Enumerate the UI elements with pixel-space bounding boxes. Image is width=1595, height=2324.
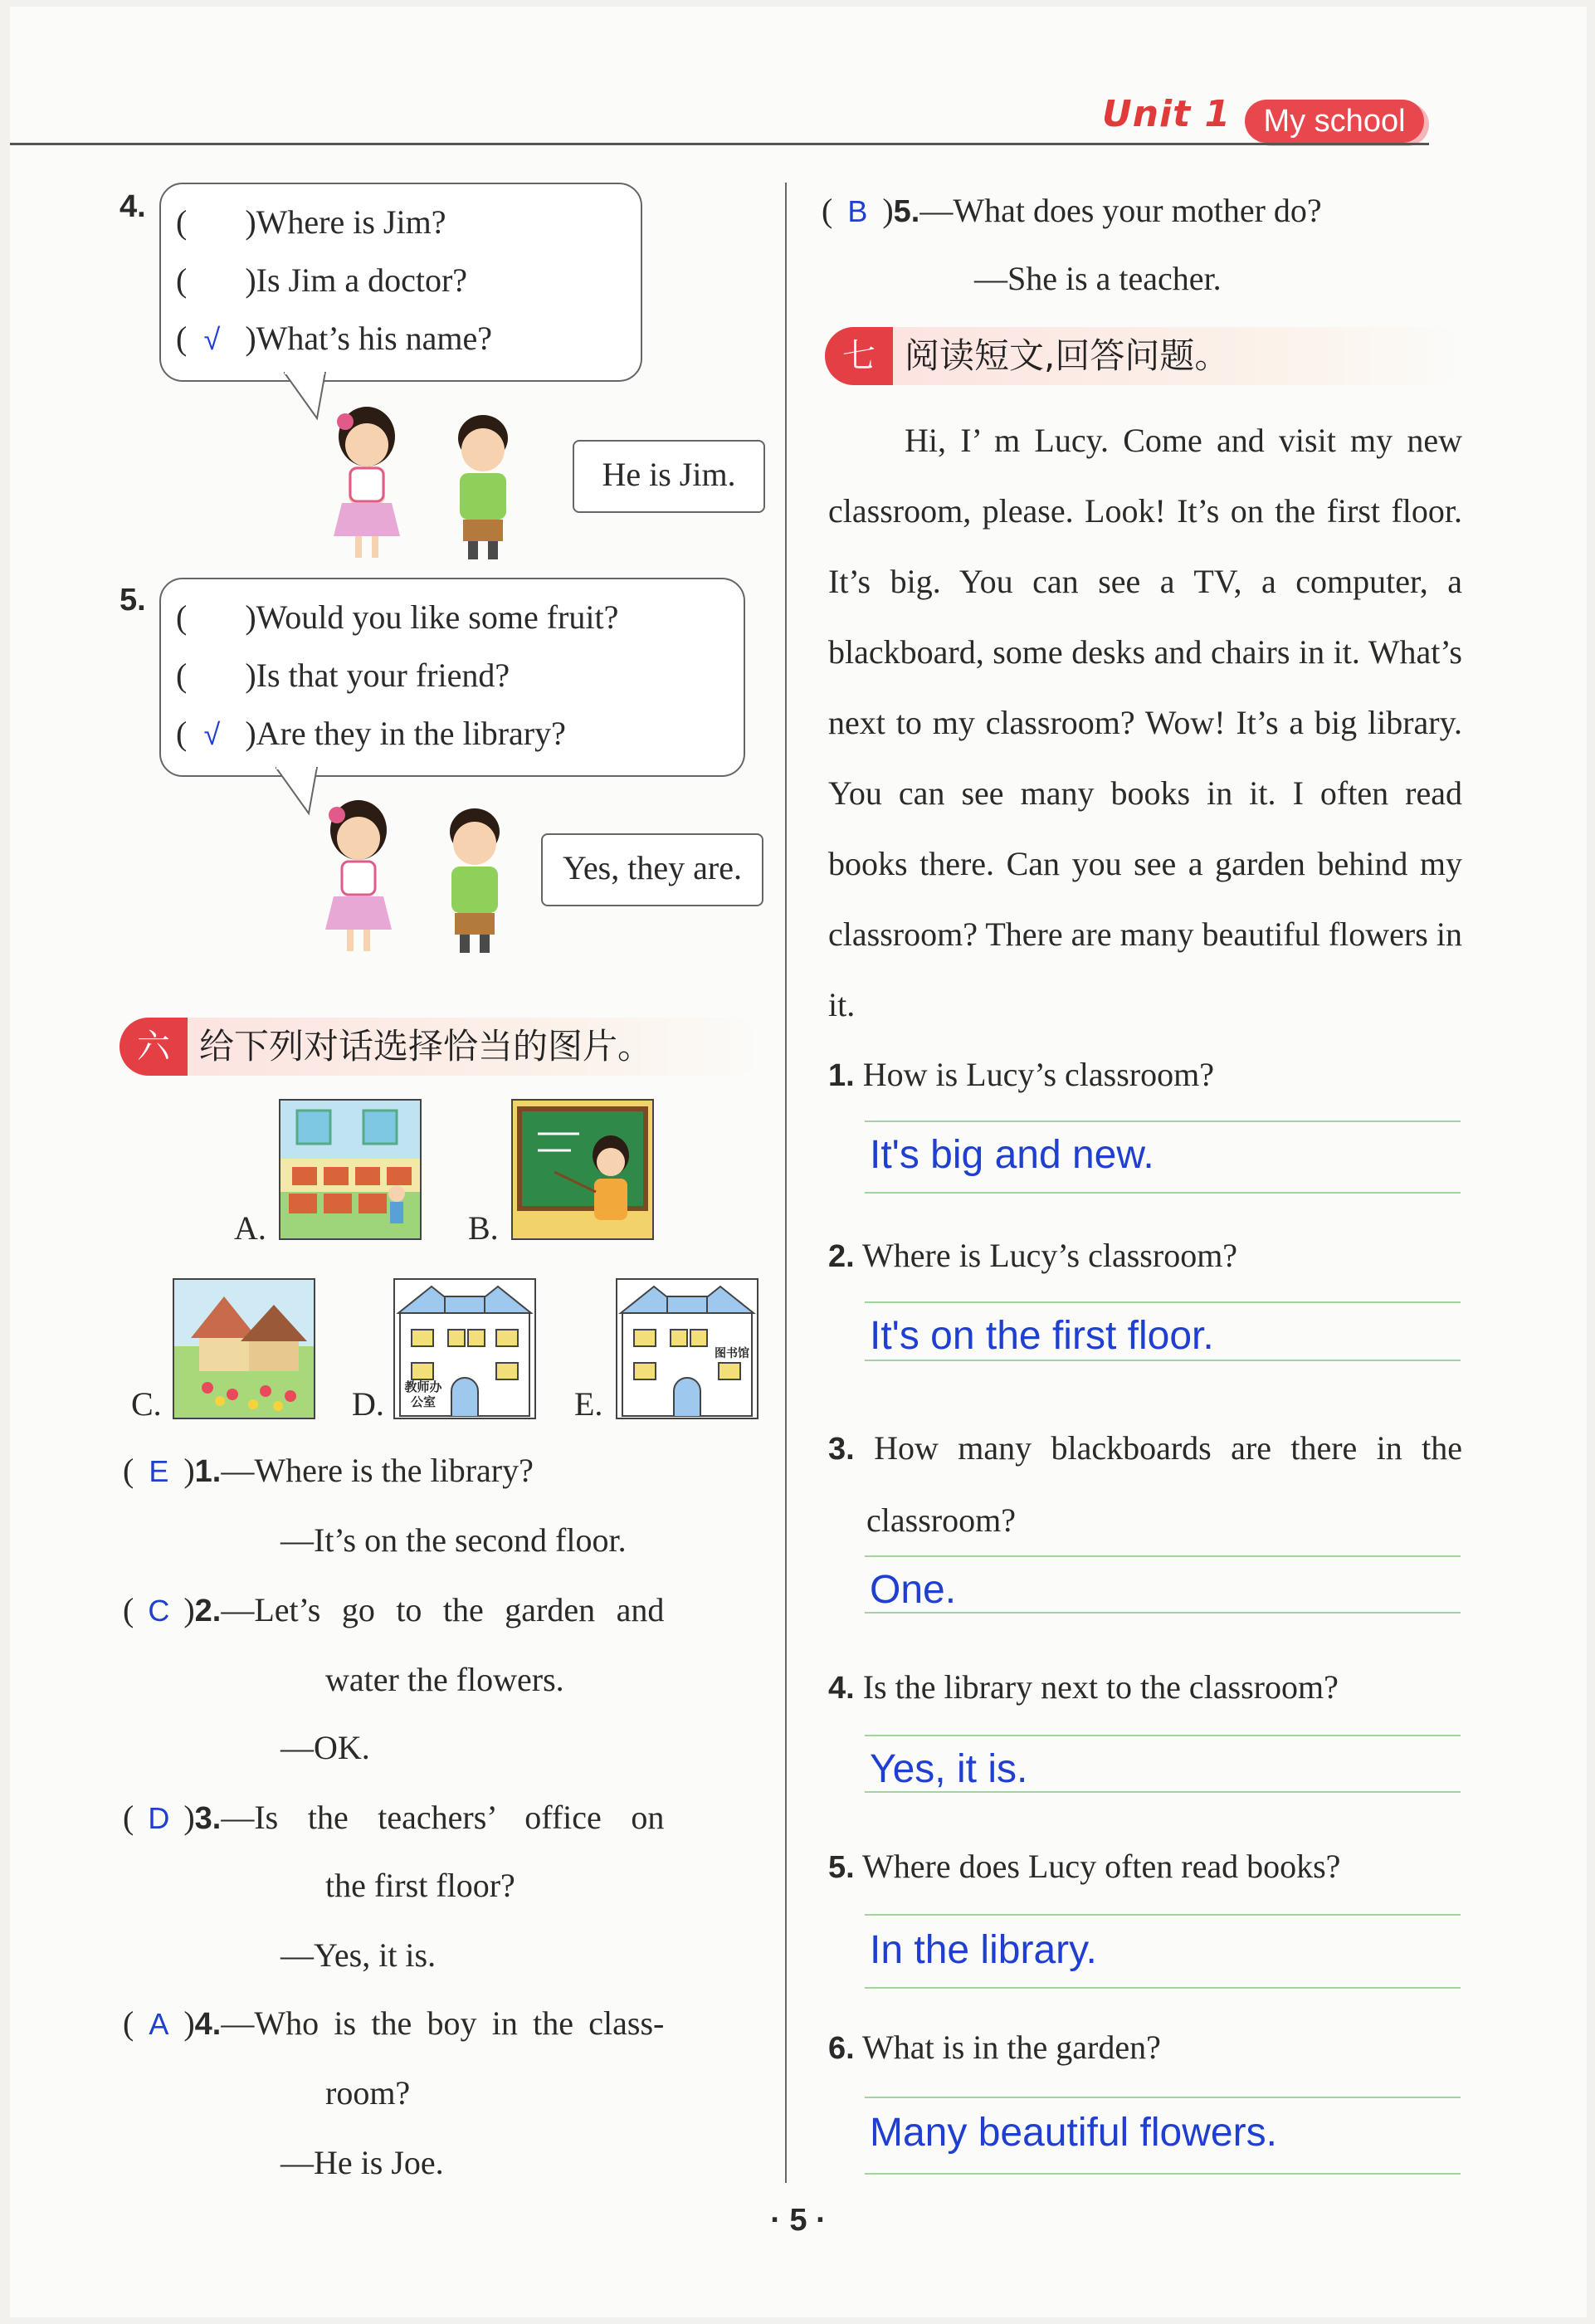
q5-options-bubble: [159, 578, 745, 777]
answer-2[interactable]: It's on the first floor.: [870, 1314, 1214, 1358]
unit-label: Unit 1: [1102, 93, 1232, 135]
r-item-5: ( B )5.—What does your mother do?: [822, 189, 1322, 233]
answer-1-line-top: [865, 1120, 1461, 1122]
q5-option-3-text: Are they in the library?: [256, 715, 566, 752]
q4-number: 4.: [120, 189, 146, 224]
question-3: [828, 1413, 1462, 1555]
question-4-num: 4.: [828, 1671, 855, 1706]
section-7-badge: 七: [825, 327, 893, 385]
answer-5-line-bottom: [865, 1987, 1461, 1989]
s6-item-3: ( D )3.—Is the teachers’ office on: [123, 1796, 664, 1840]
page-number: · 5 ·: [770, 2203, 827, 2238]
s6-item-4-line-3: —He is Joe.: [280, 2144, 444, 2181]
answer-3-line-bottom: [865, 1612, 1461, 1614]
workbook-page: [10, 7, 1587, 2317]
r-item-5-line-2: —She is a teacher.: [974, 260, 1222, 297]
garden-icon: [173, 1278, 315, 1419]
picture-b-label: B.: [468, 1209, 499, 1247]
question-2-text: Where is Lucy’s classroom?: [861, 1237, 1238, 1274]
question-1-text: How is Lucy’s classroom?: [862, 1056, 1214, 1093]
q4-options-bubble: [159, 183, 642, 382]
classroom-desks-icon: [279, 1099, 422, 1240]
question-1-num: 1.: [828, 1058, 855, 1093]
s6-item-3-line-1: —Is the teachers’ office on: [221, 1799, 665, 1836]
s6-item-4: ( A )4.—Who is the boy in the class-: [123, 2002, 664, 2046]
q5-option-1: ( )Would you like some fruit?: [176, 598, 619, 636]
q5-option-3-mark: √: [203, 717, 221, 751]
q4-option-2: ( )Is Jim a doctor?: [176, 261, 468, 299]
q4-option-1: ( )Where is Jim?: [176, 203, 446, 241]
s6-item-2-line-2: water the flowers.: [325, 1661, 564, 1698]
picture-e-label: E.: [574, 1385, 603, 1423]
question-6-num: 6.: [828, 2031, 855, 2066]
q5-number: 5.: [120, 583, 146, 618]
s6-item-1-answer: E: [149, 1454, 169, 1488]
q4-option-3-mark: √: [203, 322, 221, 356]
q4-option-1-text: Where is Jim?: [256, 203, 446, 241]
q5-option-2-text: Is that your friend?: [256, 657, 510, 694]
r-item-5-num: 5.: [893, 194, 920, 229]
answer-6[interactable]: Many beautiful flowers.: [870, 2111, 1277, 2155]
s6-item-2: ( C )2.—Let’s go to the garden and: [123, 1589, 664, 1633]
s6-item-4-num: 4.: [194, 2007, 222, 2042]
section-6-title: 给下列对话选择恰当的图片。: [199, 1026, 653, 1067]
question-6: [828, 2022, 1462, 2074]
question-5-num: 5.: [828, 1850, 855, 1885]
question-3-num: 3.: [828, 1432, 855, 1467]
s6-item-1-line-2: —It’s on the second floor.: [280, 1521, 627, 1559]
girl-boy-illustration: [317, 397, 566, 563]
s6-item-4-answer: A: [149, 2007, 169, 2041]
answer-2-line-top: [865, 1301, 1461, 1303]
question-1: [828, 1049, 1462, 1101]
answer-3[interactable]: One.: [870, 1568, 957, 1612]
section-7-title: 阅读短文,回答问题。: [905, 335, 1230, 376]
reading-passage: Hi, I’ m Lucy. Come and visit my new classroom, please. Look! It’s on the first floor. It’s big. You can see a TV, a computer, a blackboard, some desks and chairs in it. What’s next to my classroom? Wow! It’s a big library. You can see many books in it. I often read books there. Can you see a garden behind my classroom? There are many beautiful flowers in it.: [828, 422, 1462, 1023]
section-6-badge: 六: [120, 1018, 188, 1076]
question-2-num: 2.: [828, 1239, 855, 1274]
header-rule: [10, 143, 1429, 145]
q4-option-3-text: What’s his name?: [256, 320, 493, 357]
picture-d-label: D.: [352, 1385, 384, 1423]
s6-item-1-line-1: —Where is the library?: [221, 1452, 534, 1489]
answer-5[interactable]: In the library.: [870, 1928, 1097, 1972]
question-5: [828, 1841, 1462, 1893]
answer-6-line-bottom: [865, 2173, 1461, 2175]
q5-option-3: ( √ )Are they in the library?: [176, 715, 566, 752]
question-2: [828, 1230, 1462, 1282]
s6-item-2-line-3: —OK.: [280, 1729, 370, 1766]
office-sign: 教师办公室: [404, 1379, 442, 1409]
picture-a-label: A.: [234, 1209, 266, 1247]
column-divider: [785, 183, 787, 2183]
answer-5-line-top: [865, 1914, 1461, 1916]
answer-3-line-top: [865, 1555, 1461, 1557]
answer-4[interactable]: Yes, it is.: [870, 1747, 1028, 1791]
s6-item-4-line-1: —Who is the boy in the class-: [221, 2004, 665, 2042]
building-library-icon: [616, 1278, 758, 1419]
q4-reply-bubble: He is Jim.: [573, 440, 765, 513]
girl-boy-illustration-2: [309, 790, 558, 956]
s6-item-1-num: 1.: [194, 1454, 222, 1489]
question-4-text: Is the library next to the classroom?: [862, 1668, 1339, 1706]
answer-4-line-top: [865, 1735, 1461, 1736]
s6-item-3-answer: D: [148, 1801, 170, 1835]
r-item-5-line-1: —What does your mother do?: [919, 192, 1322, 229]
library-sign: 图书馆: [715, 1347, 749, 1360]
s6-item-2-num: 2.: [194, 1594, 222, 1628]
answer-1-line-bottom: [865, 1192, 1461, 1194]
s6-item-1: ( E )1.—Where is the library?: [123, 1449, 534, 1493]
q4-option-3: ( √ )What’s his name?: [176, 320, 493, 357]
q5-option-2: ( )Is that your friend?: [176, 657, 510, 694]
building-office-icon: [393, 1278, 536, 1419]
question-5-text: Where does Lucy often read books?: [861, 1848, 1341, 1885]
question-4: [828, 1662, 1462, 1714]
s6-item-3-num: 3.: [194, 1801, 222, 1836]
teacher-blackboard-icon: [511, 1099, 654, 1240]
q5-reply-bubble: Yes, they are.: [541, 833, 763, 906]
question-3-text: How many blackboards are there in the classroom?: [866, 1429, 1463, 1539]
unit-title-pill: My school: [1245, 100, 1424, 143]
answer-1[interactable]: It's big and new.: [870, 1133, 1154, 1177]
s6-item-3-line-2: the first floor?: [325, 1867, 515, 1904]
q5-option-1-text: Would you like some fruit?: [256, 598, 619, 636]
question-6-text: What is in the garden?: [861, 2029, 1161, 2066]
q4-option-2-text: Is Jim a doctor?: [256, 261, 468, 299]
r-item-5-answer: B: [847, 194, 868, 228]
s6-item-3-line-3: —Yes, it is.: [280, 1936, 437, 1974]
s6-item-2-answer: C: [148, 1594, 170, 1628]
s6-item-2-line-1: —Let’s go to the garden and: [221, 1591, 665, 1628]
answer-4-line-bottom: [865, 1791, 1461, 1793]
s6-item-4-line-2: room?: [325, 2074, 411, 2112]
answer-2-line-bottom: [865, 1360, 1461, 1361]
answer-6-line-top: [865, 2097, 1461, 2098]
picture-c-label: C.: [131, 1385, 162, 1423]
